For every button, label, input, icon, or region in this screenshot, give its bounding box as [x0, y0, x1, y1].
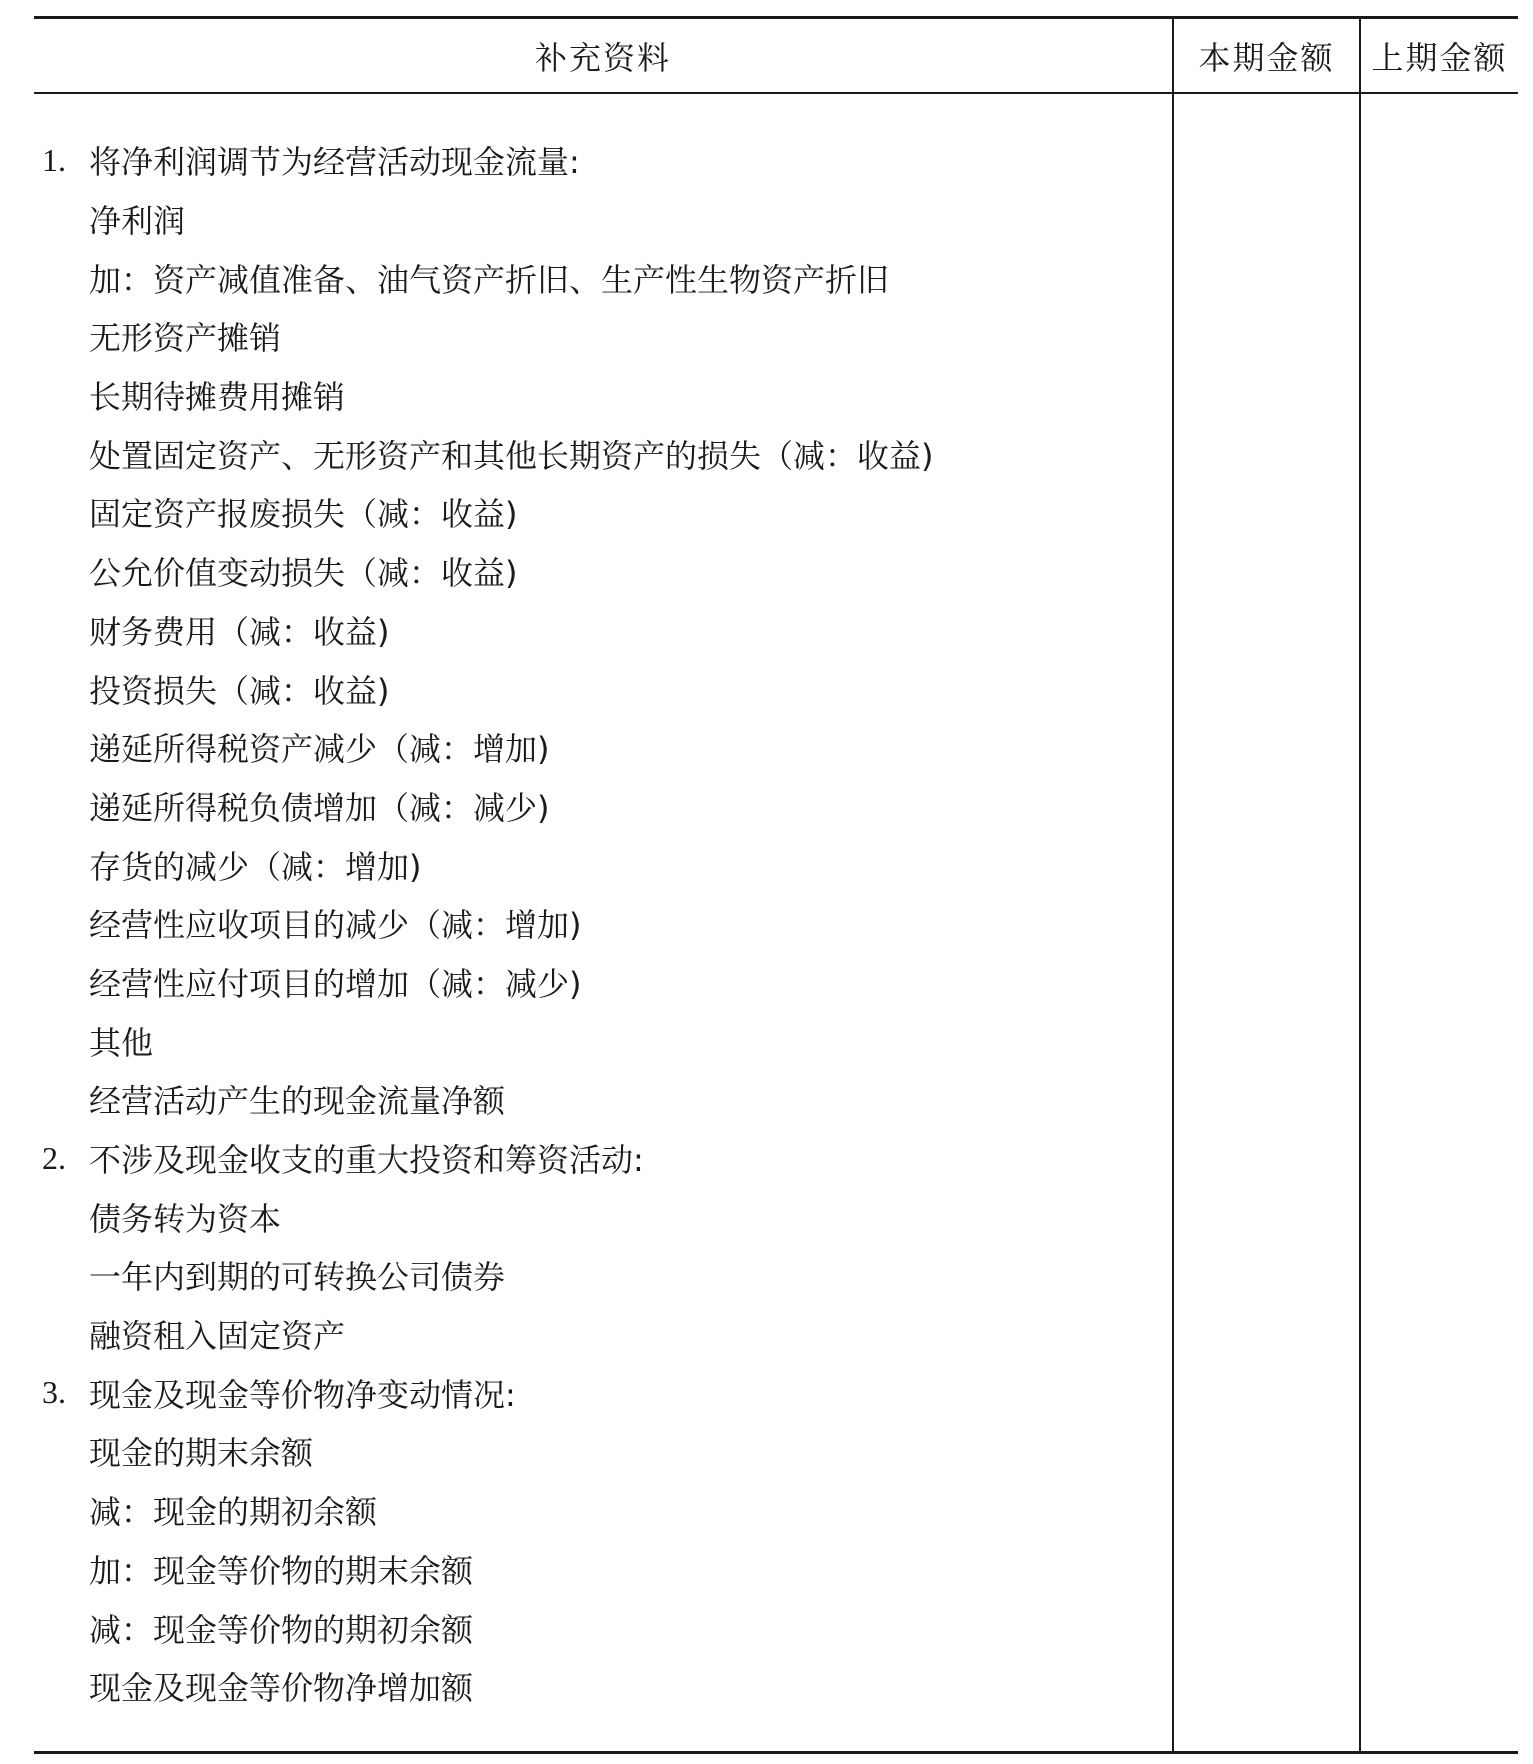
row-label: 存货的减少（减：增加) [89, 847, 422, 886]
table-row [34, 483, 1172, 542]
row-label: 债务转为资本 [89, 1199, 282, 1238]
row-label: 现金及现金等价物净增加额 [89, 1669, 474, 1708]
table-row [34, 542, 1172, 601]
table-row [34, 131, 1172, 190]
table-row [34, 248, 1172, 307]
table-row [34, 1598, 1172, 1657]
row-number: 1. [42, 141, 66, 178]
table-row [34, 1422, 1172, 1481]
table-row [34, 1129, 1172, 1188]
row-label: 将净利润调节为经营活动现金流量: [89, 143, 580, 182]
table-row [34, 1657, 1172, 1716]
row-label: 减：现金等价物的期初余额 [89, 1610, 474, 1649]
row-label: 一年内到期的可转换公司债券 [89, 1258, 506, 1297]
row-label: 经营性应付项目的增加（减：减少) [89, 964, 582, 1003]
table-row [34, 777, 1172, 836]
row-number: 2. [42, 1139, 66, 1176]
table-row [34, 835, 1172, 894]
table-row [34, 953, 1172, 1012]
table-row [34, 1540, 1172, 1599]
row-label: 经营活动产生的现金流量净额 [89, 1082, 506, 1121]
row-label: 固定资产报废损失（减：收益) [89, 495, 518, 534]
row-label: 递延所得税资产减少（减：增加) [89, 730, 550, 769]
row-label: 加：现金等价物的期末余额 [89, 1551, 474, 1590]
table-row [34, 424, 1172, 483]
item-rows [34, 131, 1172, 1716]
row-label: 融资租入固定资产 [89, 1317, 346, 1356]
table-row [34, 366, 1172, 425]
row-label: 现金的期末余额 [89, 1434, 314, 1473]
row-number: 3. [42, 1374, 66, 1411]
table-row [34, 1070, 1172, 1129]
table-row [34, 190, 1172, 249]
row-label: 长期待摊费用摊销 [89, 378, 346, 417]
row-label: 无形资产摊销 [89, 319, 282, 358]
header-current-period: 本期金额 [1198, 38, 1335, 77]
header-prior-period: 上期金额 [1371, 38, 1508, 77]
supplementary-info-table [34, 16, 1518, 1754]
column-divider-current [1172, 16, 1174, 1754]
row-label: 其他 [89, 1023, 154, 1062]
table-bottom-rule [34, 1751, 1518, 1754]
table-row [34, 1305, 1172, 1364]
row-label: 现金及现金等价物净变动情况: [89, 1375, 516, 1414]
column-divider-prior [1359, 16, 1361, 1754]
row-label: 减：现金的期初余额 [89, 1493, 378, 1532]
table-row [34, 1187, 1172, 1246]
row-label: 公允价值变动损失（减：收益) [89, 554, 518, 593]
row-label: 经营性应收项目的减少（减：增加) [89, 906, 582, 945]
table-row [34, 1246, 1172, 1305]
table-row [34, 307, 1172, 366]
header-bottom-rule [34, 92, 1518, 94]
header-item: 补充资料 [534, 38, 671, 77]
table-row [34, 601, 1172, 660]
row-label: 处置固定资产、无形资产和其他长期资产的损失（减：收益) [89, 436, 934, 475]
row-label: 财务费用（减：收益) [89, 612, 390, 651]
table-row [34, 659, 1172, 718]
row-label: 投资损失（减：收益) [89, 671, 390, 710]
row-label: 不涉及现金收支的重大投资和筹资活动: [89, 1141, 644, 1180]
table-row [34, 1011, 1172, 1070]
table-row [34, 894, 1172, 953]
table-row [34, 1481, 1172, 1540]
row-label: 净利润 [89, 202, 186, 241]
row-label: 加：资产减值准备、油气资产折旧、生产性生物资产折旧 [89, 260, 890, 299]
table-row [34, 718, 1172, 777]
row-label: 递延所得税负债增加（减：减少) [89, 788, 550, 827]
table-row [34, 1363, 1172, 1422]
